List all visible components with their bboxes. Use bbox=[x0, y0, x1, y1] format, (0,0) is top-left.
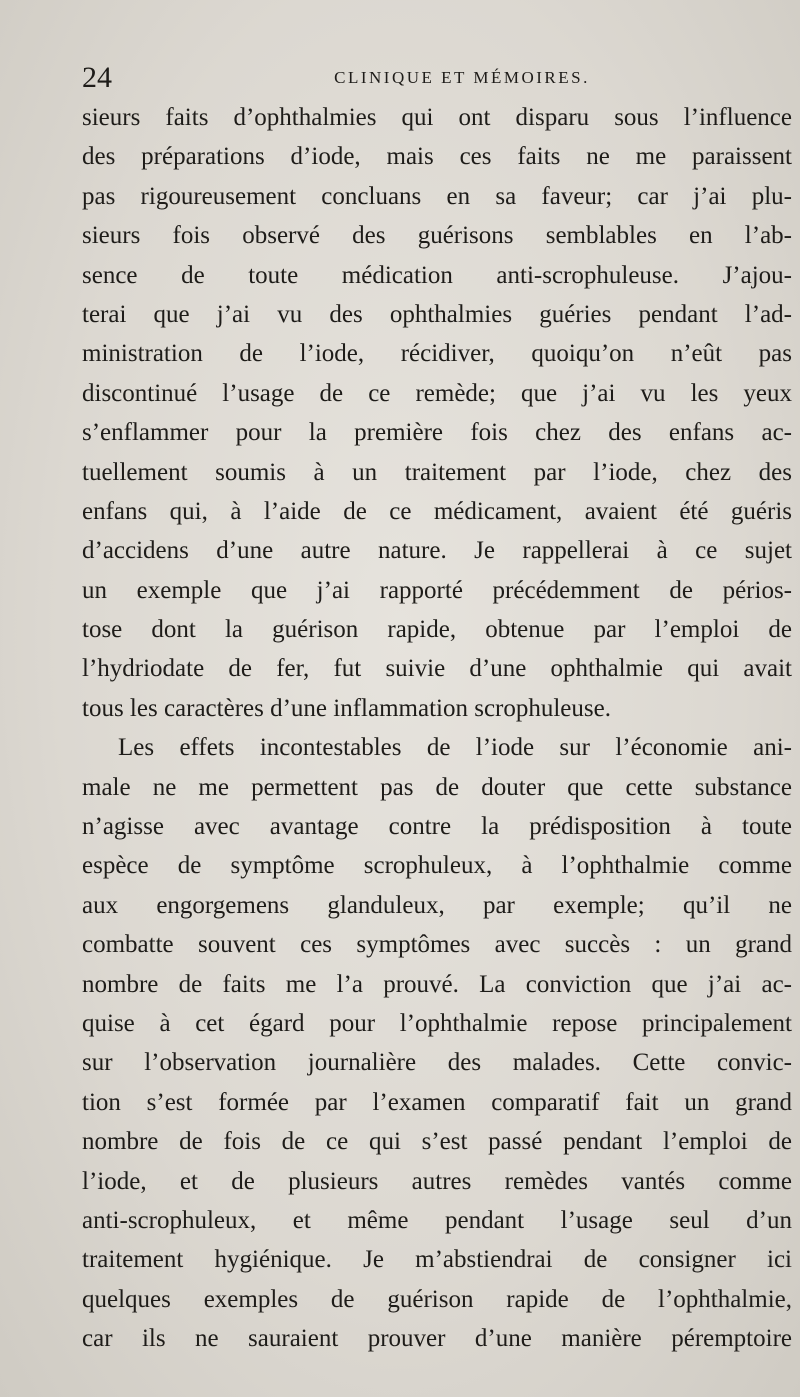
text-line: nombre de faits me l’a prouvé. La conviction que j’ai ac- bbox=[82, 970, 792, 998]
text-line: anti-scrophuleux, et même pendant l’usage seul d’un bbox=[82, 1206, 792, 1234]
text-line: enfans qui, à l’aide de ce médicament, avaient été guéris bbox=[82, 497, 792, 525]
text-line: car ils ne sauraient prouver d’une manière péremptoire bbox=[82, 1325, 792, 1353]
paragraph-start-line: Les effets incontestables de l’iode sur l’économie ani- bbox=[118, 734, 792, 762]
text-line: nombre de fois de ce qui s’est passé pendant l’emploi de bbox=[82, 1128, 792, 1156]
text-line: aux engorgemens glanduleux, par exemple; qu’il ne bbox=[82, 891, 792, 919]
paragraph-end-line: tous les caractères d’une inflammation scrophuleuse. bbox=[82, 694, 611, 722]
text-line: s’enflammer pour la première fois chez des enfans ac- bbox=[82, 419, 792, 447]
text-line: un exemple que j’ai rapporté précédemment de périos- bbox=[82, 576, 792, 604]
running-head: CLINIQUE ET MÉMOIRES. bbox=[334, 68, 590, 87]
text-line: n’agisse avec avantage contre la prédisposition à toute bbox=[82, 813, 792, 841]
text-line: l’iode, et de plusieurs autres remèdes vantés comme bbox=[82, 1167, 792, 1195]
text-line: terai que j’ai vu des ophthalmies guéries pendant l’ad- bbox=[82, 300, 792, 328]
text-line: sieurs fois observé des guérisons semblables en l’ab- bbox=[82, 222, 792, 250]
text-line: d’accidens d’une autre nature. Je rappellerai à ce sujet bbox=[82, 537, 792, 565]
text-line: discontinué l’usage de ce remède; que j’ai vu les yeux bbox=[82, 379, 792, 407]
body-text bbox=[82, 98, 792, 1359]
text-line: sur l’observation journalière des malades. Cette convic- bbox=[82, 1049, 792, 1077]
text-line: tion s’est formée par l’examen comparatif fait un grand bbox=[82, 1088, 792, 1116]
text-line: tose dont la guérison rapide, obtenue par l’emploi de bbox=[82, 616, 792, 644]
text-line: l’hydriodate de fer, fut suivie d’une ophthalmie qui avait bbox=[82, 655, 792, 683]
text-line: des préparations d’iode, mais ces faits ne me paraissent bbox=[82, 143, 792, 171]
text-line: sieurs faits d’ophthalmies qui ont disparu sous l’influence bbox=[82, 104, 792, 131]
page-number: 24 bbox=[82, 61, 112, 94]
text-line: ministration de l’iode, récidiver, quoiqu’on n’eût pas bbox=[82, 340, 792, 368]
text-line: tuellement soumis à un traitement par l’iode, chez des bbox=[82, 458, 792, 486]
text-line: espèce de symptôme scrophuleux, à l’ophthalmie comme bbox=[82, 852, 792, 880]
text-line: combatte souvent ces symptômes avec succès : un grand bbox=[82, 931, 792, 959]
text-line: male ne me permettent pas de douter que cette substance bbox=[82, 773, 792, 801]
text-line: quelques exemples de guérison rapide de l’ophthalmie, bbox=[82, 1285, 792, 1313]
page-header bbox=[82, 58, 742, 98]
text-line: quise à cet égard pour l’ophthalmie repose principalement bbox=[82, 1009, 792, 1037]
text-line: traitement hygiénique. Je m’abstiendrai de consigner ici bbox=[82, 1246, 792, 1274]
text-line: pas rigoureusement concluans en sa faveur; car j’ai plu- bbox=[82, 182, 792, 210]
text-line: sence de toute médication anti-scrophuleuse. J’ajou- bbox=[82, 261, 792, 289]
